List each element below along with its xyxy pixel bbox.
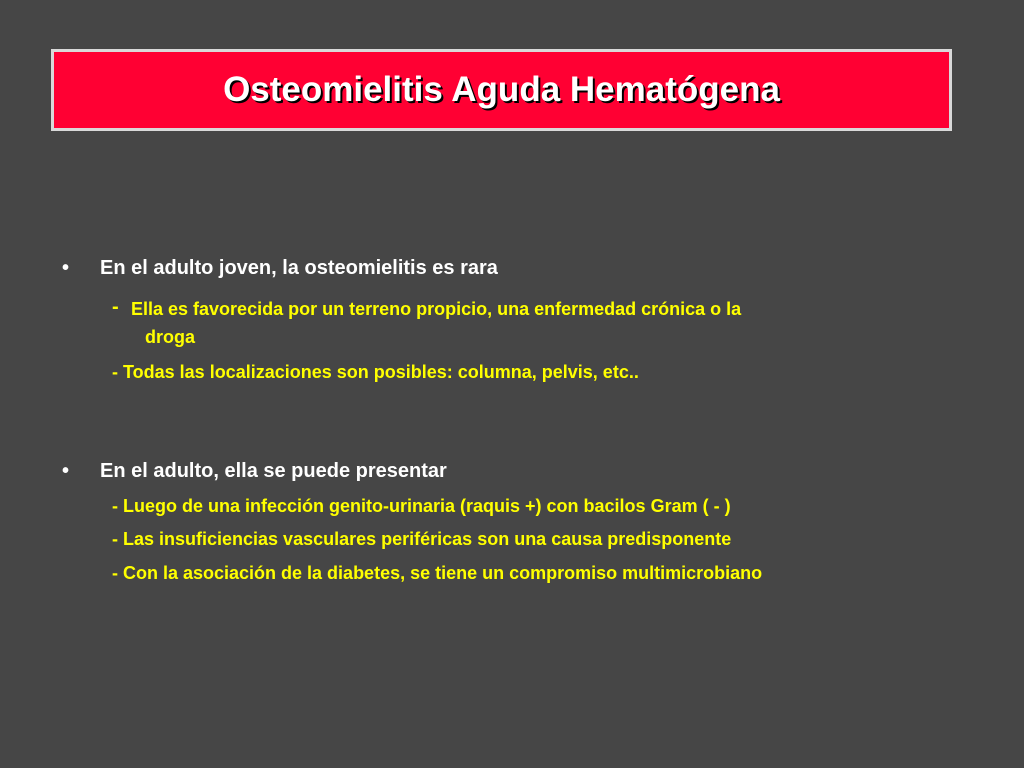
- sub-item-1-2: - Todas las localizaciones son posibles: columna, pelvis, etc..: [112, 362, 639, 382]
- sub-item-1-1-cont: droga: [145, 327, 196, 347]
- bullet-item-1: [62, 257, 498, 280]
- bullet-heading-1: En el adulto joven, la osteomielitis es rara: [100, 257, 498, 279]
- bullet-icon: •: [62, 257, 70, 279]
- sub-dash: -: [112, 296, 119, 318]
- bullet-icon: •: [62, 460, 70, 482]
- bullet-item-2: [62, 460, 447, 483]
- sub-item-1-1: Ella es favorecida por un terreno propicio, una enfermedad crónica o la: [131, 299, 742, 319]
- title-box: [51, 49, 952, 131]
- sub-item-2-2: - Las insuficiencias vasculares periféricas son una causa predisponente: [112, 529, 732, 549]
- sub-item-2-1: - Luego de una infección genito-urinaria (raquis +) con bacilos Gram ( - ): [112, 496, 731, 516]
- slide-title: Osteomielitis Aguda Hematógena: [223, 70, 780, 109]
- bullet-heading-2: En el adulto, ella se puede presentar: [100, 460, 447, 482]
- sub-item-2-3: - Con la asociación de la diabetes, se tiene un compromiso multimicrobiano: [112, 563, 763, 583]
